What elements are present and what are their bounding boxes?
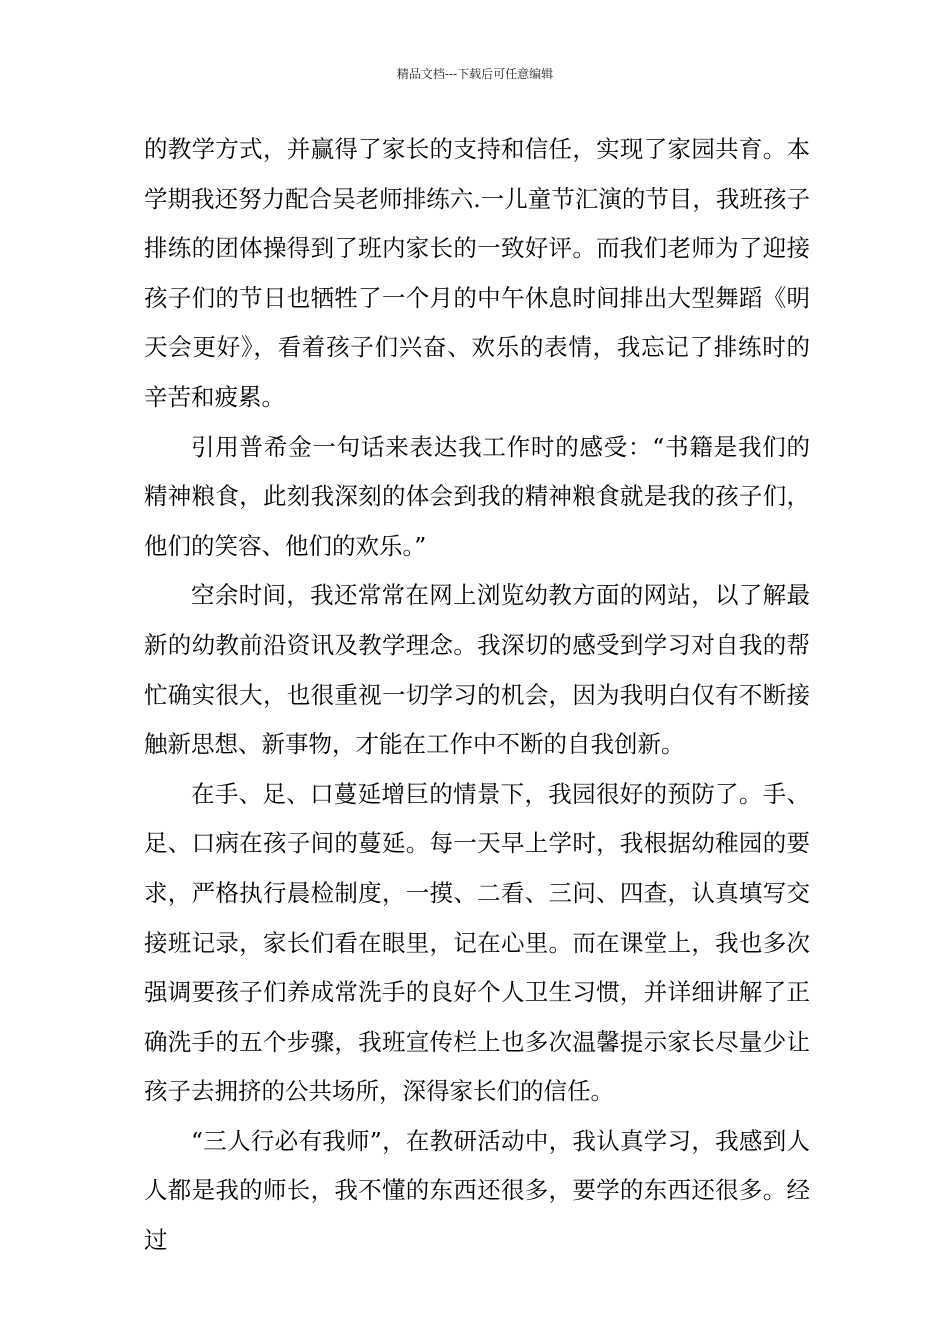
- paragraph: 空余时间，我还常常在网上浏览幼教方面的网站，以了解最新的幼教前沿资讯及教学理念。我深切的感受到学习对自我的帮忙确实很大，也很重视一切学习的机会，因为我明白仅有不断接触新思想、新事物，才能在工作中不断的自我创新。: [144, 581, 810, 759]
- document-body: [144, 125, 810, 1266]
- paragraph: 的教学方式，并赢得了家长的支持和信任，实现了家园共育。本学期我还努力配合吴老师排练六.一儿童节汇演的节目，我班孩子排练的团体操得到了班内家长的一致好评。而我们老师为了迎接孩子们的节日也牺牲了一个月的中午休息时间排出大型舞蹈《明天会更好》，看着孩子们兴奋、欢乐的表情，我忘记了排练时的辛苦和疲累。: [144, 135, 810, 411]
- paragraph: 在手、足、口蔓延增巨的情景下，我园很好的预防了。手、足、口病在孩子间的蔓延。每一天早上学时，我根据幼稚园的要求，严格执行晨检制度，一摸、二看、三问、四查，认真填写交接班记录，家长们看在眼里，记在心里。而在课堂上，我也多次强调要孩子们养成常洗手的良好个人卫生习惯，并详细讲解了正确洗手的五个步骤，我班宣传栏上也多次温馨提示家长尽量少让孩子去拥挤的公共场所，深得家长们的信任。: [144, 779, 810, 1106]
- page-header: 精品文档---下载后可任意编辑: [396, 67, 554, 81]
- paragraph: “三人行必有我师”，在教研活动中，我认真学习，我感到人人都是我的师长，我不懂的东西还很多，要学的东西还很多。经过: [144, 1126, 810, 1255]
- paragraph: 引用普希金一句话来表达我工作时的感受：“书籍是我们的精神粮食，此刻我深刻的体会到我的精神粮食就是我的孩子们，他们的笑容、他们的欢乐。”: [144, 432, 810, 560]
